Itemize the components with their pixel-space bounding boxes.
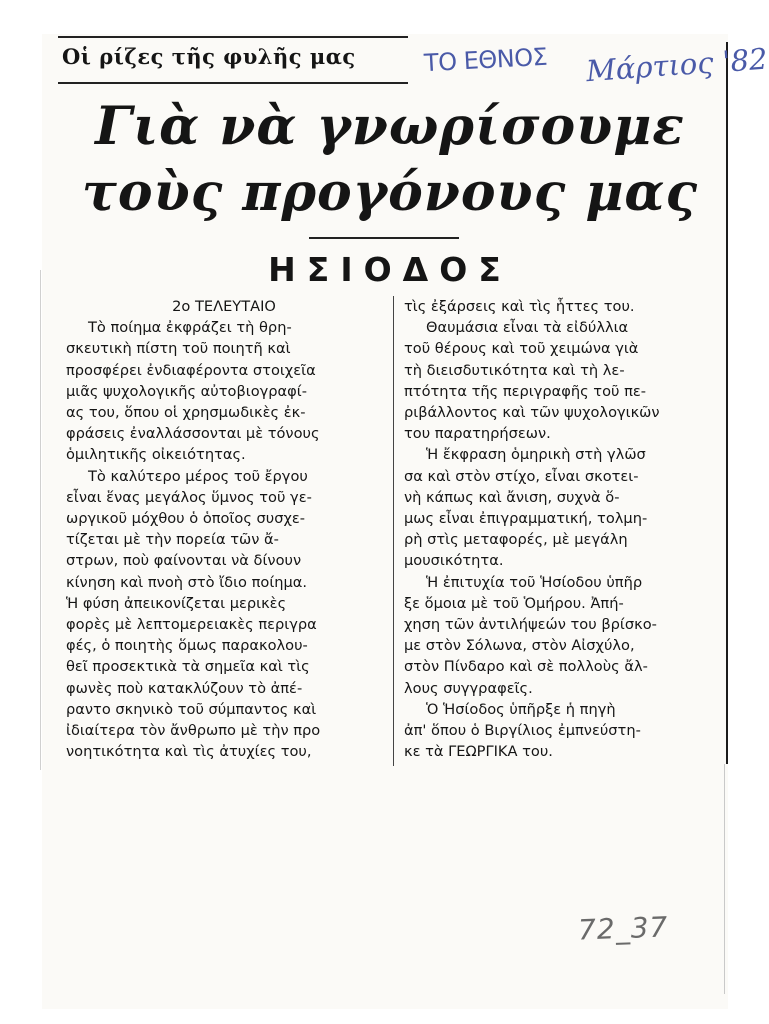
handwritten-page-mark: 72_37 [577, 910, 669, 947]
clipping-right-edge [726, 42, 728, 764]
text-line: μως εἶναι ἐπιγραμματική, τολμη- [404, 510, 648, 528]
text-line: σα καὶ στὸν στίχο, εἶναι σκοτει- [404, 467, 639, 485]
text-line: ωργικοῦ μόχθου ὁ ὁποῖος συσχε- [66, 510, 306, 528]
text-line: ραντο σκηνικὸ τοῦ σύμπαντος καὶ [66, 700, 317, 718]
text-line: προσφέρει ἐνδιαφέροντα στοιχεῖα [66, 361, 316, 379]
text-line: πτότητα τῆς περιγραφῆς τοῦ πε- [404, 382, 647, 400]
article-headline [62, 94, 718, 226]
text-line: τοῦ θέρους καὶ τοῦ χειμώνα γιὰ [404, 340, 639, 358]
right-text-column [404, 296, 724, 762]
section-kicker: Οἱ ρίζες τῆς φυλῆς μας [62, 44, 356, 69]
text-line: Ἡ ἐπιτυχία τοῦ Ἡσίοδου ὑπῆρ [426, 573, 643, 591]
text-line: φράσεις ἐναλλάσσονται μὲ τόνους [66, 425, 320, 443]
text-line: ξε ὅμοια μὲ τοῦ Ὁμήρου. Ἀπή- [404, 594, 624, 612]
text-line: Ὁ Ἡσίοδος ὑπῆρξε ἡ πηγὴ [426, 700, 616, 718]
clipping-right-edge-faint [724, 764, 725, 994]
part-label: 2ο ΤΕΛΕΥΤΑΙΟ [172, 298, 276, 315]
text-line: ἀπ' ὅπου ὁ Βιργίλιος ἐμπνεύστη- [404, 722, 641, 740]
text-line: κίνηση καὶ πνοὴ στὸ ἴδιο ποίημα. [66, 573, 308, 591]
kicker-bottom-rule [58, 82, 408, 84]
text-line: ριβάλλοντος καὶ τῶν ψυχολογικῶν [404, 404, 660, 422]
text-line: λους συγγραφεῖς. [404, 679, 533, 697]
text-line: τὴ διεισδυτικότητα καὶ τὴ λε- [404, 361, 625, 379]
handwritten-date-note: Μάρτιος '82 [585, 41, 769, 89]
text-line: Τὸ καλύτερο μέρος τοῦ ἔργου [88, 467, 308, 485]
text-line: φές, ὁ ποιητὴς ὅμως παρακολου- [66, 637, 308, 655]
headline-divider [309, 237, 459, 239]
text-line: σκευτικὴ πίστη τοῦ ποιητῆ καὶ [66, 340, 291, 358]
text-line: ρὴ στὶς μεταφορές, μὲ μεγάλη [404, 531, 628, 549]
text-line: θεῖ προσεκτικὰ τὰ σημεῖα καὶ τὶς [66, 658, 310, 676]
text-line: Ἡ ἔκφραση ὁμηρικὴ στὴ γλῶσ [426, 446, 646, 464]
text-line: νοητικότητα καὶ τὶς ἀτυχίες του, [66, 743, 312, 761]
text-line: ἰδιαίτερα τὸν ἄνθρωπο μὲ τὴν προ [66, 722, 321, 740]
text-line: τὶς ἐξάρσεις καὶ τὶς ἧττες του. [404, 298, 635, 315]
text-line: κε τὰ ΓΕΩΡΓΙΚΑ του. [404, 743, 553, 761]
text-line: του παρατηρήσεων. [404, 425, 551, 443]
text-line: στρων, ποὺ φαίνονται νὰ δίνουν [66, 552, 302, 570]
text-line: Ἡ φύση ἀπεικονίζεται μερικὲς [66, 594, 287, 612]
text-line: χηση τῶν ἀντιλήψεών του βρίσκο- [404, 616, 657, 634]
left-text-column [66, 296, 382, 762]
text-line: εἶναι ἕνας μεγάλος ὕμνος τοῦ γε- [66, 488, 312, 506]
text-line: νὴ κάπως καὶ ἄνιση, συχνὰ ὅ- [404, 488, 620, 506]
clipping-left-edge [40, 270, 41, 770]
text-line: ὁμιλητικῆς οἰκειότητας. [66, 446, 246, 464]
text-line: μιᾶς ψυχολογικῆς αὐτοβιογραφί- [66, 382, 307, 400]
text-line: στὸν Πίνδαρο καὶ σὲ πολλοὺς ἄλ- [404, 658, 648, 676]
handwritten-source-note: ΤΟ ΕΘΝΟΣ [423, 42, 548, 78]
kicker-top-rule [58, 36, 408, 38]
headline-line-2: τοὺς προγόνους μας [81, 162, 699, 223]
text-line: Θαυμάσια εἶναι τὰ εἰδύλλια [426, 319, 629, 337]
headline-line-1: Γιὰ νὰ γνωρίσουμε [95, 96, 685, 157]
text-line: με στὸν Σόλωνα, στὸν Αἰσχύλο, [404, 637, 635, 655]
column-separator [393, 296, 394, 766]
text-line: φωνὲς ποὺ κατακλύζουν τὸ ἀπέ- [66, 679, 303, 697]
text-line: φορὲς μὲ λεπτομερειακὲς περιγρα [66, 616, 317, 634]
text-line: Τὸ ποίημα ἐκφράζει τὴ θρη- [88, 319, 292, 337]
text-line: ας του, ὅπου οἱ χρησμωδικὲς ἐκ- [66, 404, 306, 422]
text-line: μουσικότητα. [404, 552, 504, 570]
text-line: τίζεται μὲ τὴν πορεία τῶν ἄ- [66, 531, 279, 549]
article-subtitle: ΗΣΙΟΔΟΣ [268, 250, 512, 289]
